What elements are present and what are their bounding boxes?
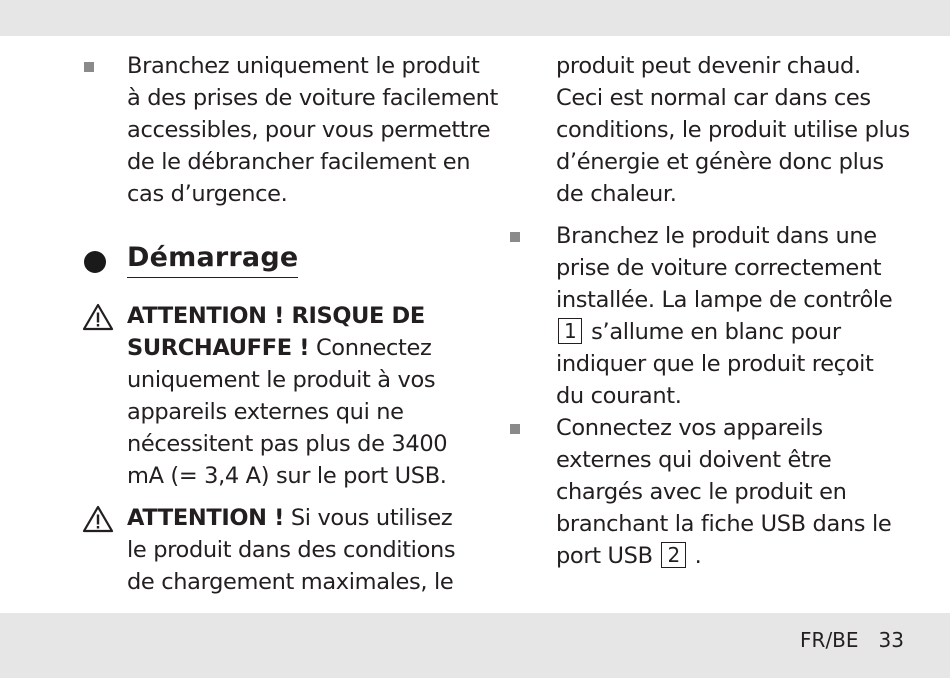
text-line: de le débrancher facilement en — [127, 149, 471, 175]
text-line: chargés avec le produit en — [556, 479, 847, 505]
top-band — [0, 0, 950, 36]
warning-heading: ATTENTION ! RISQUE DE — [127, 303, 425, 329]
text-span: . — [687, 543, 702, 569]
square-bullet-icon — [510, 232, 520, 242]
continued-paragraph — [508, 50, 908, 210]
text-line: Branchez le produit dans une — [556, 223, 877, 249]
text-line: prise de voiture correctement — [556, 255, 882, 281]
reference-number-box: 1 — [558, 318, 582, 344]
text-line: appareils externes qui ne — [127, 399, 404, 425]
section-heading — [80, 240, 480, 290]
text-line: indiquer que le produit reçoit — [556, 351, 874, 377]
text-line: de chargement maximales, le — [127, 569, 454, 595]
text-line: le produit dans des conditions — [127, 537, 456, 563]
text-line: du courant. — [556, 383, 682, 409]
text-line: Branchez uniquement le produit — [127, 53, 480, 79]
reference-number-box: 2 — [661, 542, 685, 568]
text-line: d’énergie et génère donc plus — [556, 149, 884, 175]
section-title: Démarrage — [127, 240, 298, 278]
bullet-item-sockets — [80, 50, 498, 210]
left-column — [80, 50, 498, 598]
locale-label: FR/BE — [800, 628, 859, 652]
warning-heat — [80, 502, 480, 598]
text-line: Connectez vos appareils — [556, 415, 823, 441]
text-span: Connectez — [309, 335, 432, 361]
warning-triangle-icon — [82, 505, 114, 533]
text-line: Ceci est normal car dans ces — [556, 85, 871, 111]
text-line: branchant la fiche USB dans le — [556, 511, 892, 537]
text-span: s’allume en blanc pour — [584, 319, 841, 345]
square-bullet-icon — [84, 62, 94, 72]
page-footer — [800, 628, 904, 652]
square-bullet-icon — [510, 424, 520, 434]
bullet-item-plug-in — [508, 220, 908, 412]
text-line: nécessitent pas plus de 3400 — [127, 431, 448, 457]
right-column — [508, 50, 908, 572]
text-line: produit peut devenir chaud. — [556, 53, 861, 79]
text-line: mA (= 3,4 A) sur le port USB. — [127, 463, 447, 489]
warning-heading-cont: SURCHAUFFE ! — [127, 335, 310, 361]
text-line: cas d’urgence. — [127, 181, 288, 207]
text-line: installée. La lampe de contrôle — [556, 287, 893, 313]
warning-heading: ATTENTION ! — [127, 505, 285, 531]
section-dot-icon — [84, 251, 106, 273]
text-line: uniquement le produit à vos — [127, 367, 436, 393]
text-line: conditions, le produit utilise plus — [556, 117, 910, 143]
text-line: externes qui doivent être — [556, 447, 832, 473]
text-line: de chaleur. — [556, 181, 677, 207]
warning-overheat — [80, 300, 480, 492]
warning-triangle-icon — [82, 303, 114, 331]
text-span: Si vous utilisez — [284, 505, 453, 531]
text-line: accessibles, pour vous permettre — [127, 117, 491, 143]
text-span: port USB — [556, 543, 660, 569]
bullet-item-connect — [508, 412, 908, 572]
page-number: 33 — [878, 628, 904, 652]
text-line: à des prises de voiture facilement — [127, 85, 498, 111]
